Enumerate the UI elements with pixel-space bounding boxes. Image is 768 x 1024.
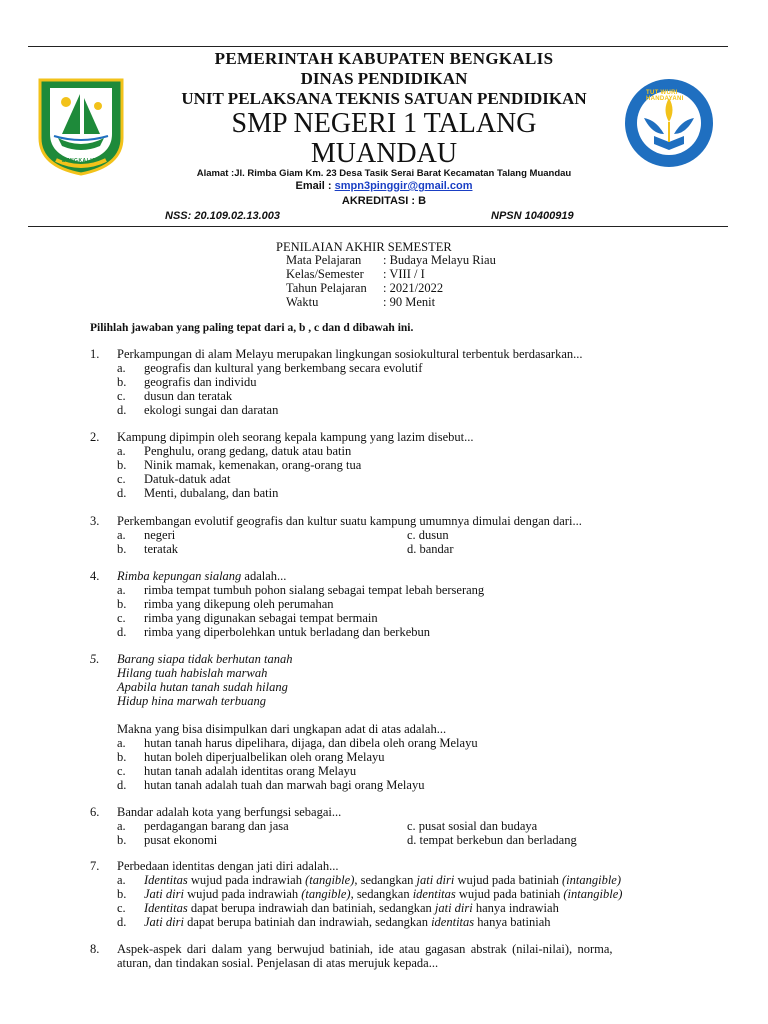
- nss-number: NSS: 20.109.02.13.003: [165, 210, 280, 222]
- text-part: wujud pada batiniah: [454, 873, 562, 887]
- question-number: 2.: [90, 430, 100, 444]
- option-a: rimba tempat tumbuh pohon sialang sebagai tempat lebah berserang: [144, 583, 485, 597]
- school-email: [0, 180, 768, 192]
- option-letter: a.: [117, 361, 126, 375]
- meta-year-label: Tahun Pelajaran: [286, 281, 367, 295]
- option-b: hutan boleh diperjualbelikan oleh orang Melayu: [144, 750, 385, 764]
- option-letter: a.: [117, 444, 126, 458]
- option-c: dusun dan teratak: [144, 389, 233, 403]
- option-d: ekologi sungai dan daratan: [144, 403, 279, 417]
- question-text: Makna yang bisa disimpulkan dari ungkapan adat di atas adalah...: [117, 722, 447, 736]
- text-part: , sedangkan: [350, 887, 413, 901]
- option-c: [144, 901, 559, 915]
- header-government: PEMERINTAH KABUPATEN BENGKALIS: [214, 49, 554, 68]
- option-c: Datuk-datuk adat: [144, 472, 231, 486]
- text-part: wujud pada indrawiah: [183, 887, 302, 901]
- question-number: 7.: [90, 859, 100, 873]
- meta-subject-value: : Budaya Melayu Riau: [383, 253, 496, 267]
- option-letter: b.: [117, 542, 127, 556]
- header-department: DINAS PENDIDIKAN: [300, 69, 468, 88]
- question-text: Kampung dipimpin oleh seorang kepala kampung yang lazim disebut...: [117, 430, 474, 444]
- option-letter: c.: [117, 901, 126, 915]
- question-text: Perbedaan identitas dengan jati diri adalah...: [117, 859, 339, 873]
- term: (tangible): [301, 887, 351, 901]
- option-d: d. tempat berkebun dan berladang: [407, 833, 577, 847]
- option-letter: b.: [117, 833, 127, 847]
- question-term: Rimba kepungan sialang: [117, 569, 242, 583]
- option-c: c. pusat sosial dan budaya: [407, 819, 538, 833]
- option-letter: c.: [117, 611, 126, 625]
- verse-line-4: Hidup hina marwah terbuang: [117, 694, 266, 708]
- option-a: [144, 873, 621, 887]
- text-part: hanya indrawiah: [472, 901, 559, 915]
- option-letter: d.: [117, 778, 127, 792]
- option-c: c. dusun: [407, 528, 449, 542]
- option-letter: a.: [117, 528, 126, 542]
- option-letter: d.: [117, 403, 127, 417]
- email-link[interactable]: smpn3pinggir@gmail.com: [334, 180, 473, 192]
- term: jati diri: [416, 873, 455, 887]
- verse-line-3: Apabila hutan tanah sudah hilang: [117, 680, 288, 694]
- option-letter: a.: [117, 583, 126, 597]
- option-b: Ninik mamak, kemenakan, orang-orang tua: [144, 458, 362, 472]
- option-letter: c.: [117, 389, 126, 403]
- option-d: hutan tanah adalah tuah dan marwah bagi orang Melayu: [144, 778, 425, 792]
- meta-year-value: : 2021/2022: [383, 281, 444, 295]
- text-part: , sedangkan: [354, 873, 417, 887]
- school-name-line1: SMP NEGERI 1 TALANG: [231, 108, 537, 139]
- term: (intangible): [563, 887, 623, 901]
- option-letter: d.: [117, 625, 127, 639]
- term: Jati diri: [144, 915, 184, 929]
- option-c: hutan tanah adalah identitas orang Melayu: [144, 764, 357, 778]
- question-text-line2: aturan, dan tindakan sosial. Penjelasan di atas merujuk kepada...: [117, 956, 439, 970]
- option-b: rimba yang dikepung oleh perumahan: [144, 597, 334, 611]
- header-top-rule: [28, 46, 728, 47]
- text-part: hanya batiniah: [474, 915, 551, 929]
- option-d: rimba yang diperbolehkan untuk berladang dan berkebun: [144, 625, 431, 639]
- school-name-line2: MUANDAU: [310, 138, 458, 169]
- header-bottom-rule: [28, 226, 728, 227]
- verse-line-2: Hilang tuah habislah marwah: [117, 666, 268, 680]
- option-a: geografis dan kultural yang berkembang secara evolutif: [144, 361, 423, 375]
- term: jati diri: [434, 901, 473, 915]
- option-b: pusat ekonomi: [144, 833, 218, 847]
- option-d: d. bandar: [407, 542, 454, 556]
- question-number: 4.: [90, 569, 100, 583]
- option-letter: a.: [117, 736, 126, 750]
- option-c: rimba yang digunakan sebagai tempat bermain: [144, 611, 378, 625]
- option-letter: b.: [117, 597, 127, 611]
- option-d: Menti, dubalang, dan batin: [144, 486, 279, 500]
- term: identitas: [431, 915, 475, 929]
- question-text: Bandar adalah kota yang berfungsi sebagai...: [117, 805, 342, 819]
- question-number: 5.: [90, 652, 100, 666]
- option-letter: a.: [117, 819, 126, 833]
- question-text-line1: Aspek-aspek dari dalam yang berwujud batiniah, ide atau gagasan abstrak (nilai-nilai), norma,: [117, 942, 613, 956]
- exam-title: PENILAIAN AKHIR SEMESTER: [276, 240, 452, 254]
- option-letter: b.: [117, 458, 127, 472]
- text-part: dapat berupa batiniah dan indrawiah, sedangkan: [183, 915, 432, 929]
- term: (intangible): [562, 873, 622, 887]
- option-letter: c.: [117, 472, 126, 486]
- term: Identitas: [144, 873, 188, 887]
- logo-lettering: TUT WURI HANDAYANI: [646, 90, 684, 102]
- option-letter: d.: [117, 486, 127, 500]
- header-unit: UNIT PELAKSANA TEKNIS SATUAN PENDIDIKAN: [181, 89, 587, 108]
- question-number: 1.: [90, 347, 100, 361]
- text-part: wujud pada batiniah: [455, 887, 564, 901]
- question-text: [117, 569, 286, 583]
- option-letter: b.: [117, 375, 127, 389]
- option-b: teratak: [144, 542, 179, 556]
- option-a: perdagangan barang dan jasa: [144, 819, 289, 833]
- text-part: dapat berupa indrawiah dan batiniah, sedangkan: [187, 901, 435, 915]
- verse-line-1: Barang siapa tidak berhutan tanah: [117, 652, 293, 666]
- option-letter: d.: [117, 915, 127, 929]
- option-a: hutan tanah harus dipelihara, dijaga, dan dibela oleh orang Melayu: [144, 736, 478, 750]
- question-text: Perkembangan evolutif geografis dan kultur suatu kampung umumnya dimulai dengan dari...: [117, 514, 582, 528]
- logo-lettering: BENGKALIS: [62, 158, 96, 164]
- option-letter: b.: [117, 750, 127, 764]
- term: (tangible): [305, 873, 355, 887]
- email-label: Email :: [295, 180, 335, 192]
- question-number: 6.: [90, 805, 100, 819]
- option-d: [144, 915, 551, 929]
- school-address: Alamat :Jl. Rimba Giam Km. 23 Desa Tasik Serai Barat Kecamatan Talang Muandau: [196, 168, 572, 179]
- term: Identitas: [144, 901, 188, 915]
- question-number: 8.: [90, 942, 100, 956]
- accreditation: AKREDITASI : B: [341, 195, 427, 207]
- npsn-number: NPSN 10400919: [491, 210, 574, 222]
- instruction: Pilihlah jawaban yang paling tepat dari a, b , c dan d dibawah ini.: [90, 322, 414, 334]
- option-letter: b.: [117, 887, 127, 901]
- option-letter: c.: [117, 764, 126, 778]
- option-b: geografis dan individu: [144, 375, 257, 389]
- option-a: Penghulu, orang gedang, datuk atau batin: [144, 444, 352, 458]
- question-text-rest: adalah...: [241, 569, 287, 583]
- term: Jati diri: [144, 887, 184, 901]
- meta-time-label: Waktu: [286, 295, 319, 309]
- option-b: [144, 887, 622, 901]
- question-number: 3.: [90, 514, 100, 528]
- text-part: wujud pada indrawiah: [187, 873, 306, 887]
- term: identitas: [412, 887, 456, 901]
- meta-class-value: : VIII / I: [383, 267, 425, 281]
- option-a: negeri: [144, 528, 176, 542]
- question-text: Perkampungan di alam Melayu merupakan lingkungan sosiokultural terbentuk berdasarkan...: [117, 347, 583, 361]
- meta-subject-label: Mata Pelajaran: [286, 253, 362, 267]
- option-letter: a.: [117, 873, 126, 887]
- meta-class-label: Kelas/Semester: [286, 267, 364, 281]
- meta-time-value: : 90 Menit: [383, 295, 436, 309]
